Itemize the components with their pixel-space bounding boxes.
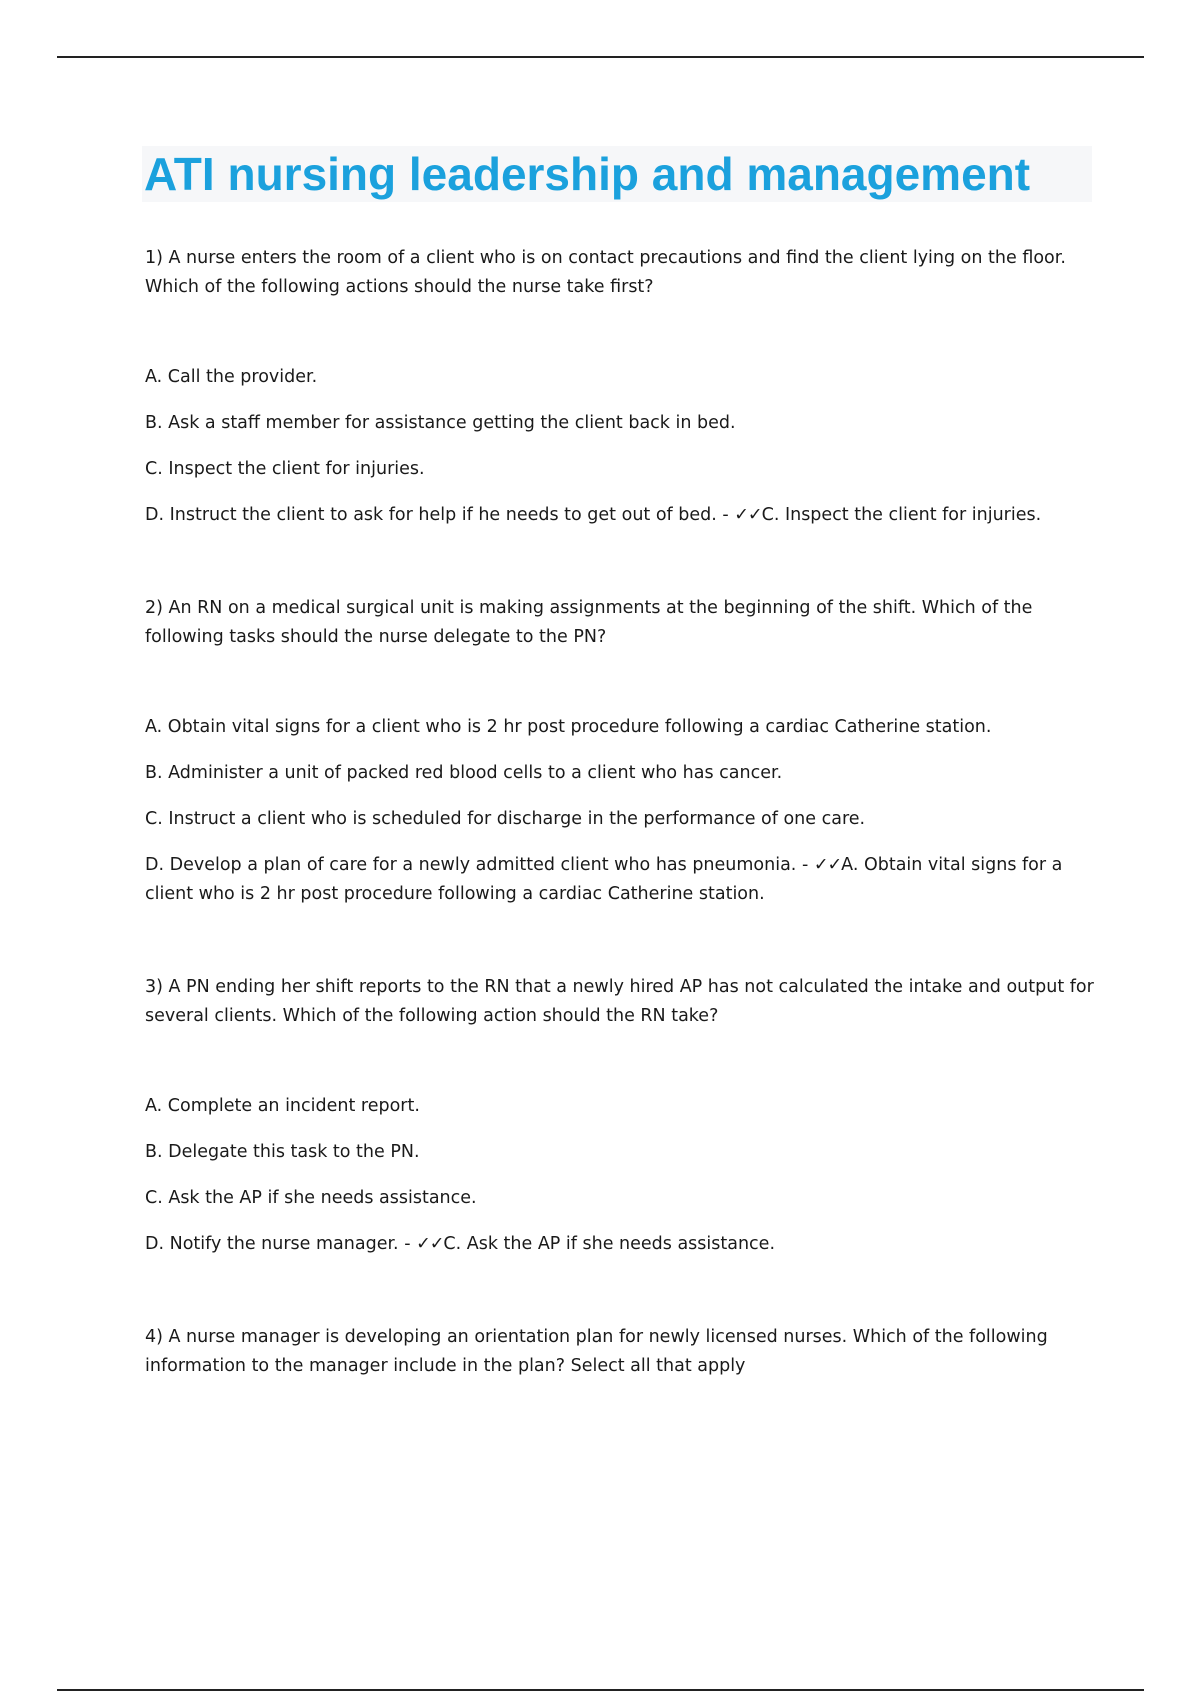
document-title: ATI nursing leadership and management bbox=[144, 148, 1031, 200]
question-text: 3) A PN ending her shift reports to the RN that a newly hired AP has not calculated the intake and output for several clients. Which of the following action should the RN take? bbox=[145, 977, 1094, 1026]
question-text: 4) A nurse manager is developing an orientation plan for newly licensed nurses. Which of the following information to the manager include in the plan? Select all that apply bbox=[145, 1327, 1048, 1376]
option-c: C. Inspect the client for injuries. bbox=[145, 459, 425, 479]
question-text: 1) A nurse enters the room of a client who is on contact precautions and find the client lying on the floor. Which of the following actions should the nurse take first? bbox=[145, 248, 1066, 297]
correct-answer: C. Inspect the client for injuries. bbox=[761, 505, 1042, 525]
option-a: A. Complete an incident report. bbox=[145, 1096, 420, 1116]
question-block-4 bbox=[145, 1323, 1095, 1381]
double-check-icon: ✓✓ bbox=[416, 1234, 444, 1254]
option-b: B. Administer a unit of packed red blood cells to a client who has cancer. bbox=[145, 763, 783, 783]
option-d: D. Develop a plan of care for a newly admitted client who has pneumonia. bbox=[145, 855, 797, 875]
answer-separator: - bbox=[716, 505, 735, 525]
option-d-with-answer bbox=[145, 1230, 1095, 1259]
double-check-icon: ✓✓ bbox=[813, 855, 842, 875]
double-check-icon: ✓✓ bbox=[734, 505, 762, 525]
option-d: D. Instruct the client to ask for help if he needs to get out of bed. bbox=[145, 505, 717, 525]
answer-separator: - bbox=[398, 1234, 417, 1254]
option-c: C. Ask the AP if she needs assistance. bbox=[145, 1188, 477, 1208]
top-rule bbox=[57, 56, 1144, 58]
correct-answer: A. Obtain vital signs for a client who is 2 hr post procedure following a cardiac Catherine station. bbox=[145, 855, 1063, 904]
correct-answer: C. Ask the AP if she needs assistance. bbox=[443, 1234, 776, 1254]
option-b: B. Delegate this task to the PN. bbox=[145, 1142, 420, 1162]
option-b: B. Ask a staff member for assistance getting the client back in bed. bbox=[145, 413, 736, 433]
bottom-rule bbox=[57, 1689, 1144, 1691]
question-block-1 bbox=[145, 244, 1095, 530]
options-list bbox=[145, 363, 1095, 530]
answer-separator: - bbox=[796, 855, 814, 875]
options-list bbox=[145, 1092, 1095, 1259]
option-d: D. Notify the nurse manager. bbox=[145, 1234, 399, 1254]
question-block-3 bbox=[145, 973, 1095, 1259]
document-body bbox=[145, 244, 1095, 1381]
option-d-with-answer bbox=[145, 501, 1095, 530]
question-text: 2) An RN on a medical surgical unit is making assignments at the beginning of the shift. Which of the following tasks should the nurse delegate to the PN? bbox=[145, 598, 1033, 647]
option-c: C. Instruct a client who is scheduled for discharge in the performance of one care. bbox=[145, 809, 866, 829]
option-a: A. Obtain vital signs for a client who is 2 hr post procedure following a cardiac Catherine station. bbox=[145, 717, 992, 737]
question-block-2 bbox=[145, 594, 1095, 909]
option-a: A. Call the provider. bbox=[145, 367, 318, 387]
options-list bbox=[145, 713, 1095, 909]
option-d-with-answer bbox=[145, 851, 1095, 909]
